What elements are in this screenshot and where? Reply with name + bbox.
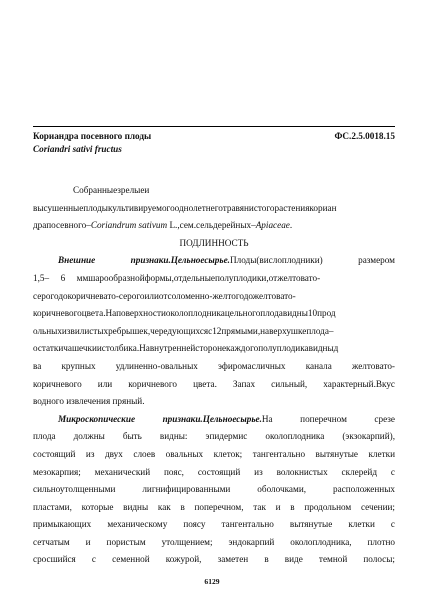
intro-text: . xyxy=(289,220,293,231)
external-line: водного извлечения пряный. xyxy=(33,396,145,407)
page-number: 6129 xyxy=(204,577,220,586)
intro-line: Собранныезрелыеи xyxy=(73,185,150,195)
header-row xyxy=(33,131,395,141)
section-heading: ПОДЛИННОСТЬ xyxy=(179,237,249,248)
micro-line xyxy=(33,411,395,429)
external-line: коричневого или коричневого цвета. Запах сильный, характерный.Вкус xyxy=(33,378,395,389)
micro-line: мезокарпия; механический пояс, состоящий из волокнистых склерейд с xyxy=(33,466,395,477)
intro-text: L.,сем.сельдерейных– xyxy=(167,220,256,231)
external-text: Плоды(вислоплодники) размером xyxy=(229,255,395,266)
intro-line xyxy=(33,217,395,235)
intro-latin: Coriandrum sativum xyxy=(90,220,168,231)
intro-line: высушенныеплодыкультивируемогооднолетнеготравянистогорастениякориан xyxy=(33,202,337,213)
external-line: коричневогоцвета.Наповерхностиоколоплодникацельногоплодавидны10прод xyxy=(33,308,336,319)
external-line: ольныхизвилистыхребрышек,чередующихсяс12прямыми,наверхушкеплода– xyxy=(33,325,334,336)
intro-text: драпосевного– xyxy=(33,220,91,231)
micro-line: плода должны быть видны: эпидермис околоплодника (экзокарпий), xyxy=(33,431,395,442)
micro-line: примыкающих механическому поясу тангентально вытянутые клетки с xyxy=(33,519,395,530)
micro-line: состоящий из двух слоев овальных клеток; тангентально вытянутые клетки xyxy=(33,448,395,459)
micro-text: На поперечном срезе xyxy=(261,413,395,424)
intro-latin: Apiaceae xyxy=(255,220,290,231)
monograph-header xyxy=(33,126,395,154)
micro-line: сросшийся с семенной кожурой, заметен в виде темной полосы; xyxy=(33,554,395,565)
external-label: Внешние признаки.Цельноесырье. xyxy=(58,255,230,266)
external-line: 1,5– 6 ммшарообразнойформы,отдельныеполуплодики,отжелтовато- xyxy=(33,272,321,283)
external-line: ва крупных удлиненно-овальных эфиромасличных канала желтовато- xyxy=(33,360,395,371)
external-line: остаткичашечкиистолбика.Навнутреннейстороне​каждогополуплодикавидныд xyxy=(33,343,339,354)
monograph-latin-name: Coriandri sativi fructus xyxy=(33,144,122,154)
micro-line: пластами, которые видны как в поперечном, так и в продольном сечении; xyxy=(33,501,395,512)
header-rule xyxy=(33,126,395,127)
micro-line: сетчатым и пористым утолщением; эндокарпий околоплодника, плотно xyxy=(33,536,395,547)
monograph-title: Кориандра посевного плоды xyxy=(33,131,152,141)
external-line xyxy=(33,252,395,270)
monograph-code: ФС.2.5.0018.15 xyxy=(334,131,395,141)
external-line: серогодокоричневато-серогоилиотсоломенно-желтогодожелтовато- xyxy=(33,290,296,301)
micro-line: сильноутолщенными лигнифицированными оболочками, расположенных xyxy=(33,484,395,495)
document-body xyxy=(33,182,395,569)
micro-label: Микроскопические признаки.Цельноесырье. xyxy=(58,413,262,424)
